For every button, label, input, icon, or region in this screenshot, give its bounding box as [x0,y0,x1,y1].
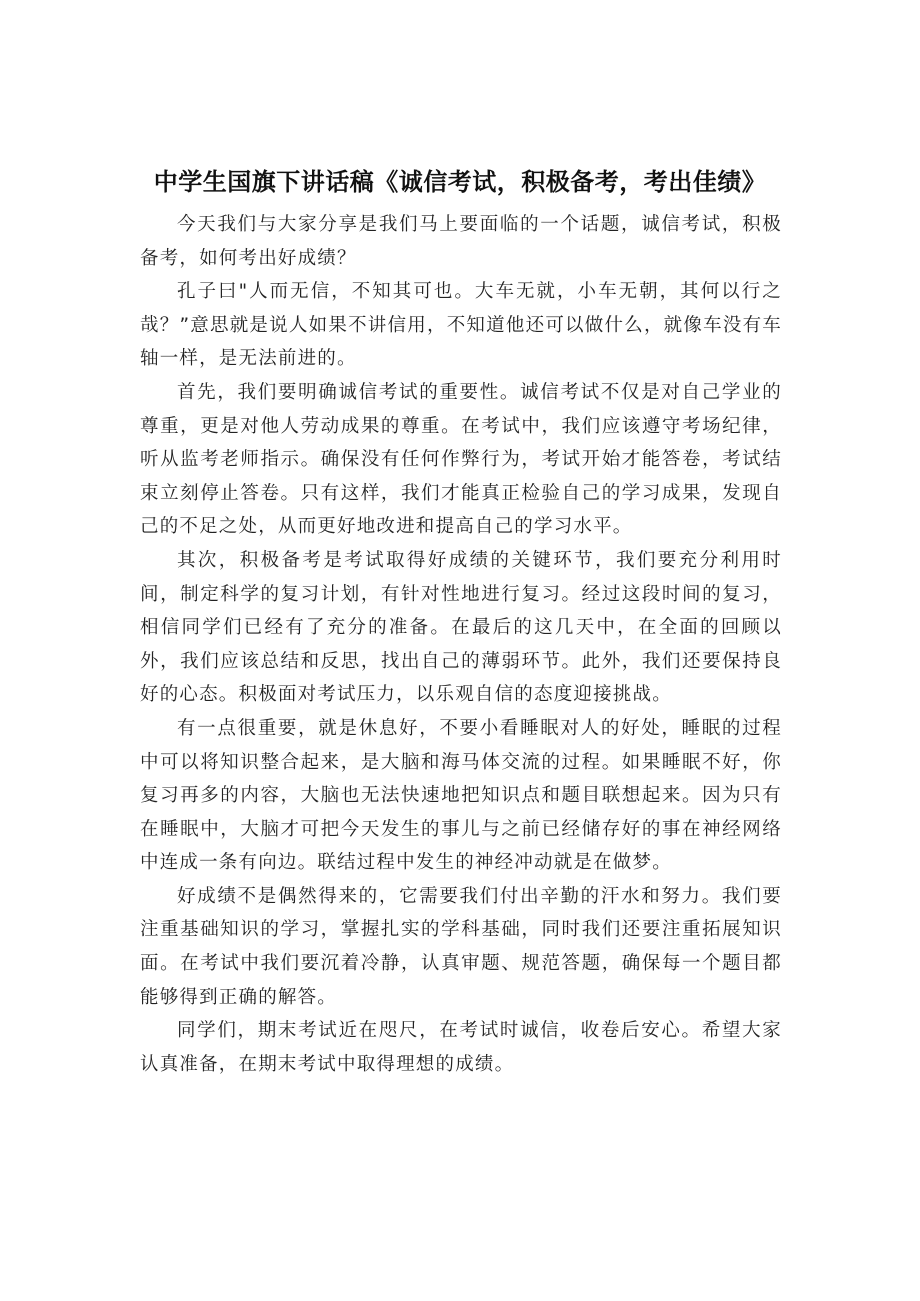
paragraph-preparation: 其次，积极备考是考试取得好成绩的关键环节，我们要充分利用时间，制定科学的复习计划，有针对性地进行复习。经过这段时间的复习，相信同学们已经有了充分的准备。在最后的这几天中，在全面的回顾以外，我们应该总结和反思，找出自己的薄弱环节。此外，我们还要保持良好的心态。积极面对考试压力，以乐观自信的态度迎接挑战。 [140,549,782,706]
document-title: 中学生国旗下讲话稿《诚信考试，积极备考，考出佳绩》 [153,168,767,197]
paragraph-closing: 同学们，期末考试近在咫尺，在考试时诚信，收卷后安心。希望大家认真准备，在期末考试中取得理想的成绩。 [140,1020,782,1075]
paragraph-effort: 好成绩不是偶然得来的，它需要我们付出辛勤的汗水和努力。我们要注重基础知识的学习，掌握扎实的学科基础，同时我们还要注重拓展知识面。在考试中我们要沉着冷静，认真审题、规范答题，确保每一个题目都能够得到正确的解答。 [140,885,782,1008]
paragraph-honesty-importance: 首先，我们要明确诚信考试的重要性。诚信考试不仅是对自己学业的尊重，更是对他人劳动成果的尊重。在考试中，我们应该遵守考场纪律，听从监考老师指示。确保没有任何作弊行为，考试开始才能答卷，考试结束立刻停止答卷。只有这样，我们才能真正检验自己的学习成果，发现自己的不足之处，从而更好地改进和提高自己的学习水平。 [140,381,782,538]
paragraph-sleep: 有一点很重要，就是休息好，不要小看睡眠对人的好处，睡眠的过程中可以将知识整合起来，是大脑和海马体交流的过程。如果睡眠不好，你复习再多的内容，大脑也无法快速地把知识点和题目联想起来。因为只有在睡眠中，大脑才可把今天发生的事儿与之前已经储存好的事在神经网络中连成一条有向边。联结过程中发生的神经冲动就是在做梦。 [140,717,782,874]
paragraph-confucius-quote: 孔子曰"人而无信，不知其可也。大车无就，小车无朝，其何以行之哉？”意思就是说人如果不讲信用，不知道他还可以做什么，就像车没有车轴一样，是无法前进的。 [140,281,782,370]
paragraph-intro: 今天我们与大家分享是我们马上要面临的一个话题，诚信考试，积极备考，如何考出好成绩？ [140,214,782,269]
document-body [140,208,782,1081]
